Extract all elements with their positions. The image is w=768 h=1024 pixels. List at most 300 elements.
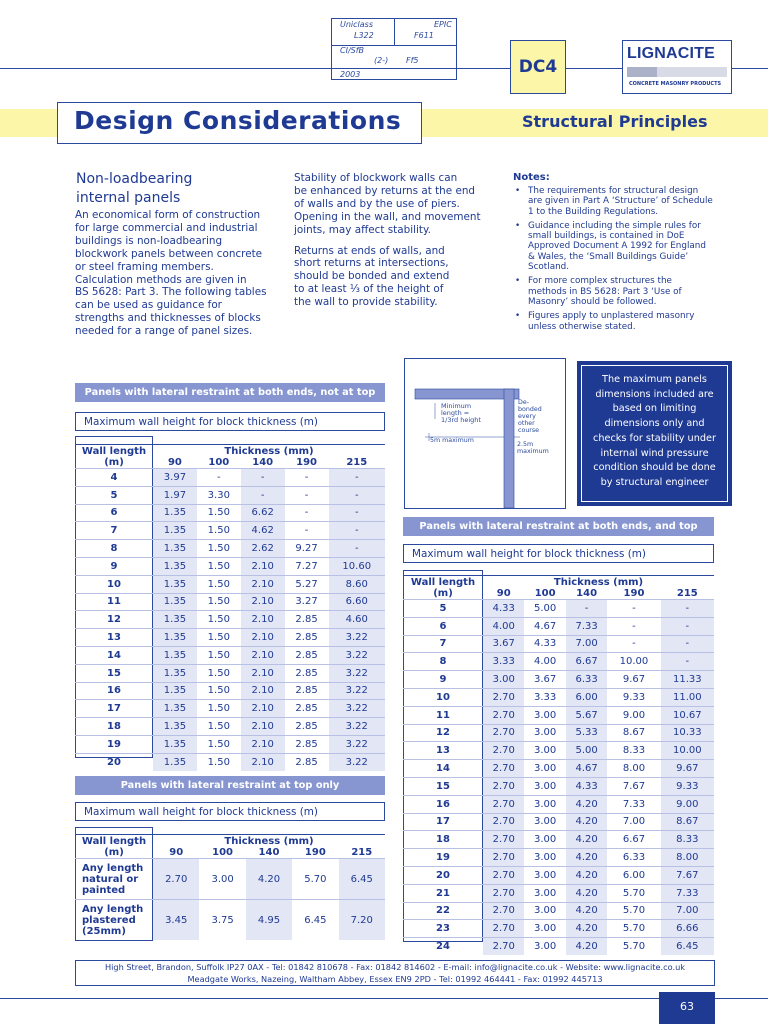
- value-cell: 2.70: [483, 884, 524, 902]
- value-cell: 9.67: [607, 671, 660, 689]
- value-cell: 4.33: [483, 600, 524, 618]
- table-header-row: [403, 576, 714, 588]
- value-cell: 3.33: [483, 653, 524, 671]
- table-row: [403, 938, 714, 955]
- table-row: [403, 600, 714, 618]
- value-cell: -: [285, 504, 329, 522]
- value-cell: 3.00: [524, 742, 565, 760]
- value-cell: 7.00: [566, 635, 607, 653]
- value-cell: 4.60: [329, 611, 386, 629]
- table-row: [75, 611, 385, 629]
- table-row: [75, 664, 385, 682]
- logo-block-graphic: [627, 65, 727, 79]
- intro-line: Stability of blockwork walls can: [294, 172, 458, 184]
- value-cell: 8.33: [661, 831, 714, 849]
- table2: [75, 835, 385, 940]
- value-cell: -: [241, 486, 285, 504]
- value-cell: 4.20: [246, 859, 292, 900]
- value-cell: 3.22: [329, 753, 386, 770]
- value-cell: -: [329, 540, 386, 558]
- diagram-label-line: De-: [518, 399, 529, 406]
- value-cell: 6.00: [607, 866, 660, 884]
- value-cell: 3.00: [524, 813, 565, 831]
- value-cell: 5.00: [566, 742, 607, 760]
- info-line: dimensions included are: [595, 388, 714, 400]
- diagram-label-line: maximum: [517, 448, 549, 455]
- value-cell: 3.00: [524, 902, 565, 920]
- value-cell: 3.00: [524, 706, 565, 724]
- intro-line: BS 5628: Part 3. The following tables: [75, 286, 267, 299]
- value-cell: 1.50: [197, 540, 241, 558]
- table-row: [75, 735, 385, 753]
- table-row: [403, 706, 714, 724]
- table-header-row: [75, 847, 385, 859]
- info-line: condition should be done: [593, 462, 716, 474]
- info-box: [577, 361, 732, 506]
- wall-length-cell: 19: [403, 849, 483, 867]
- value-cell: 2.70: [483, 706, 524, 724]
- thickness-col-header: 215: [676, 588, 698, 599]
- value-cell: 2.85: [285, 682, 329, 700]
- diagram-label-line: 1/3rd height: [441, 416, 481, 424]
- value-cell: 4.33: [566, 777, 607, 795]
- table-row: [75, 900, 385, 941]
- value-cell: 9.00: [607, 706, 660, 724]
- value-cell: 1.35: [153, 646, 197, 664]
- value-cell: 1.50: [197, 504, 241, 522]
- value-cell: -: [566, 600, 607, 618]
- table-row: [75, 718, 385, 736]
- note-item: • For more complex structures the methods in BS 5628: Part 3 ‘Use of Masonry’ should be followed.: [513, 276, 713, 307]
- value-cell: 3.22: [329, 629, 386, 647]
- value-cell: 9.33: [607, 688, 660, 706]
- intro-line: can be used as guidance for: [75, 299, 222, 312]
- table1: [75, 445, 385, 771]
- value-cell: 2.70: [483, 795, 524, 813]
- value-cell: 10.00: [607, 653, 660, 671]
- value-cell: 5.67: [566, 706, 607, 724]
- value-cell: 10.60: [329, 557, 386, 575]
- value-cell: 6.45: [339, 859, 385, 900]
- value-cell: 2.85: [285, 718, 329, 736]
- wall-length-cell: 13: [75, 629, 153, 647]
- value-cell: 2.10: [241, 646, 285, 664]
- value-cell: 3.97: [153, 469, 197, 487]
- value-cell: 2.70: [483, 866, 524, 884]
- wall-length-cell: Any length natural or painted: [75, 859, 153, 900]
- value-cell: 4.95: [246, 900, 292, 941]
- value-cell: 3.00: [524, 866, 565, 884]
- table2-title: Panels with lateral restraint at top only: [75, 776, 385, 795]
- value-cell: -: [661, 617, 714, 635]
- value-cell: 3.00: [524, 760, 565, 778]
- value-cell: 7.00: [661, 902, 714, 920]
- value-cell: 2.85: [285, 700, 329, 718]
- intro-column-1: [75, 209, 290, 338]
- epic-value: F611: [414, 31, 434, 40]
- info-line: based on limiting: [612, 403, 697, 415]
- value-cell: 5.00: [524, 600, 565, 618]
- wall-length-header: Wall length: [81, 445, 147, 457]
- value-cell: 5.27: [285, 575, 329, 593]
- wall-length-cell: 7: [403, 635, 483, 653]
- value-cell: 2.85: [285, 753, 329, 770]
- diagram-label-line: course: [518, 427, 540, 434]
- thickness-col-header: 140: [258, 847, 280, 858]
- value-cell: 2.10: [241, 611, 285, 629]
- value-cell: -: [607, 617, 660, 635]
- value-cell: 2.10: [241, 575, 285, 593]
- value-cell: 1.50: [197, 753, 241, 770]
- value-cell: 1.50: [197, 735, 241, 753]
- value-cell: 4.00: [483, 617, 524, 635]
- table-header-row: [403, 588, 714, 600]
- value-cell: -: [241, 469, 285, 487]
- value-cell: 6.60: [329, 593, 386, 611]
- diagram-label-debonded: [518, 399, 542, 434]
- value-cell: 4.20: [566, 938, 607, 955]
- value-cell: 10.00: [661, 742, 714, 760]
- value-cell: 3.00: [524, 884, 565, 902]
- section-heading-line-2: internal panels: [76, 190, 181, 206]
- value-cell: 3.67: [483, 635, 524, 653]
- value-cell: 9.33: [661, 777, 714, 795]
- value-cell: 1.50: [197, 682, 241, 700]
- value-cell: 1.35: [153, 664, 197, 682]
- value-cell: 6.33: [607, 849, 660, 867]
- wall-length-cell: 5: [403, 600, 483, 618]
- value-cell: 4.20: [566, 813, 607, 831]
- value-cell: 2.70: [483, 938, 524, 955]
- wall-length-cell: 15: [75, 664, 153, 682]
- table3-body: [403, 600, 714, 955]
- wall-length-cell: 8: [403, 653, 483, 671]
- value-cell: 7.00: [607, 813, 660, 831]
- table-header-row: [75, 457, 385, 469]
- intro-line: should be bonded and extend: [294, 270, 450, 283]
- footer-line-2: Meadgate Works, Nazeing, Waltham Abbey, Essex EN9 2PD - Tel: 01992 464441 - Fax: 01992 445713: [187, 973, 603, 984]
- table1-body: [75, 469, 385, 771]
- wall-length-cell: 4: [75, 469, 153, 487]
- diagram-label-line: Minimum: [441, 402, 472, 410]
- logo: [622, 40, 732, 94]
- value-cell: 2.70: [483, 831, 524, 849]
- thickness-header: Thickness (mm): [224, 835, 314, 847]
- value-cell: 5.70: [607, 938, 660, 955]
- wall-length-cell: 16: [75, 682, 153, 700]
- intro-line: buildings is non-loadbearing: [75, 234, 223, 247]
- value-cell: 1.50: [197, 629, 241, 647]
- thickness-col-header: 140: [252, 457, 274, 468]
- value-cell: 1.35: [153, 700, 197, 718]
- note-item: • Figures apply to unplastered masonry unless otherwise stated.: [513, 311, 713, 332]
- value-cell: 2.10: [241, 753, 285, 770]
- value-cell: 3.22: [329, 682, 386, 700]
- wall-return-diagram: [404, 358, 566, 509]
- note-item: • The requirements for structural design are given in Part A ‘Structure’ of Schedule 1 to the Building Regulations.: [513, 186, 713, 217]
- intro-line: short returns at intersections,: [294, 257, 449, 270]
- value-cell: 11.00: [661, 688, 714, 706]
- value-cell: 3.22: [329, 718, 386, 736]
- wall-length-cell: 12: [403, 724, 483, 742]
- value-cell: 1.35: [153, 593, 197, 611]
- thickness-col-header: 190: [304, 847, 326, 858]
- section-heading-line-1: Non-loadbearing: [76, 171, 193, 187]
- value-cell: 4.20: [566, 902, 607, 920]
- value-cell: 8.33: [607, 742, 660, 760]
- classification-box: [331, 18, 457, 80]
- value-cell: 2.85: [285, 664, 329, 682]
- wall-length-cell: 20: [75, 753, 153, 770]
- thickness-col-header: 90: [167, 457, 182, 468]
- diagram-label-line: every: [518, 413, 536, 420]
- wall-length-cell: 14: [75, 646, 153, 664]
- value-cell: 8.67: [661, 813, 714, 831]
- wall-length-cell: 18: [403, 831, 483, 849]
- value-cell: 3.33: [524, 688, 565, 706]
- value-cell: 2.70: [483, 902, 524, 920]
- value-cell: -: [661, 600, 714, 618]
- thickness-col-header: 100: [534, 588, 556, 599]
- value-cell: 2.70: [483, 688, 524, 706]
- value-cell: 9.00: [661, 795, 714, 813]
- thickness-col-header: 90: [169, 847, 184, 858]
- value-cell: 2.10: [241, 735, 285, 753]
- value-cell: 3.00: [524, 938, 565, 955]
- value-cell: 5.70: [607, 902, 660, 920]
- table-row: [403, 742, 714, 760]
- table-header-row: [75, 445, 385, 457]
- info-line: The maximum panels: [602, 374, 707, 385]
- wall-length-cell: 13: [403, 742, 483, 760]
- value-cell: -: [607, 600, 660, 618]
- value-cell: 2.70: [483, 742, 524, 760]
- wall-length-cell: 14: [403, 760, 483, 778]
- value-cell: 3.22: [329, 664, 386, 682]
- table-row: [403, 760, 714, 778]
- table2-caption: Maximum wall height for block thickness (m): [75, 802, 385, 821]
- value-cell: -: [285, 469, 329, 487]
- table-row: [403, 688, 714, 706]
- intro-line: needed for a range of panel sizes.: [75, 325, 253, 338]
- title-box: [57, 102, 422, 144]
- table-row: [403, 849, 714, 867]
- table-row: [403, 866, 714, 884]
- thickness-header: Thickness (mm): [224, 445, 314, 457]
- value-cell: 11.33: [661, 671, 714, 689]
- table-row: [75, 522, 385, 540]
- value-cell: 5.33: [566, 724, 607, 742]
- wall-length-cell: 6: [403, 617, 483, 635]
- value-cell: 2.85: [285, 611, 329, 629]
- value-cell: 4.20: [566, 866, 607, 884]
- wall-length-cell: 15: [403, 777, 483, 795]
- cisfb-label: CI/SfB: [340, 46, 365, 55]
- section-code: DC4: [510, 40, 566, 94]
- value-cell: 3.22: [329, 735, 386, 753]
- value-cell: 6.00: [566, 688, 607, 706]
- table-row: [403, 724, 714, 742]
- value-cell: -: [329, 504, 386, 522]
- value-cell: 2.85: [285, 646, 329, 664]
- value-cell: 2.70: [483, 920, 524, 938]
- diagram-label-line: length =: [441, 409, 470, 417]
- value-cell: 2.10: [241, 557, 285, 575]
- value-cell: 7.20: [339, 900, 385, 941]
- wall-length-cell: 6: [75, 504, 153, 522]
- value-cell: 10.33: [661, 724, 714, 742]
- value-cell: -: [285, 486, 329, 504]
- table-row: [75, 469, 385, 487]
- value-cell: 6.67: [607, 831, 660, 849]
- diagram-label-2-5m: [517, 441, 549, 455]
- value-cell: 2.10: [241, 700, 285, 718]
- page-title: Design Considerations: [74, 106, 402, 135]
- table-row: [403, 635, 714, 653]
- value-cell: 3.00: [483, 671, 524, 689]
- uniclass-value: L322: [354, 31, 374, 40]
- value-cell: 6.33: [566, 671, 607, 689]
- intro-line: of walls and by the use of piers.: [294, 197, 460, 210]
- value-cell: 1.35: [153, 575, 197, 593]
- thickness-col-header: 140: [576, 588, 598, 599]
- table-row: [75, 593, 385, 611]
- value-cell: 1.50: [197, 664, 241, 682]
- table2-body: [75, 859, 385, 941]
- value-cell: 2.62: [241, 540, 285, 558]
- table-row: [403, 795, 714, 813]
- intro-line: or steel framing members.: [75, 260, 214, 273]
- table-row: [403, 671, 714, 689]
- epic-label: EPIC: [434, 20, 452, 29]
- value-cell: -: [329, 486, 386, 504]
- logo-name: LIGNACITE: [627, 45, 716, 62]
- value-cell: 4.20: [566, 849, 607, 867]
- value-cell: 4.33: [524, 635, 565, 653]
- diagram-label-line: other: [518, 420, 535, 427]
- value-cell: 8.60: [329, 575, 386, 593]
- wall-length-unit: (m): [433, 588, 453, 599]
- value-cell: 6.66: [661, 920, 714, 938]
- value-cell: 6.67: [566, 653, 607, 671]
- notes-title: Notes:: [513, 172, 550, 183]
- value-cell: 10.67: [661, 706, 714, 724]
- wall-length-cell: 10: [75, 575, 153, 593]
- value-cell: 2.85: [285, 735, 329, 753]
- value-cell: 8.67: [607, 724, 660, 742]
- note-item: • Guidance including the simple rules for small buildings, is contained in DoE Approved Document A 1992 for England & Wales, the ‘Small Buildings Guide’ Scotland.: [513, 221, 713, 272]
- thickness-col-header: 190: [296, 457, 317, 468]
- paragraph-gap: [294, 237, 504, 245]
- table-row: [75, 557, 385, 575]
- diagram-label-line: bonded: [518, 406, 542, 413]
- info-line: internal wind pressure: [600, 447, 709, 459]
- table-row: [75, 646, 385, 664]
- value-cell: 3.27: [285, 593, 329, 611]
- table-row: [75, 859, 385, 900]
- value-cell: 1.35: [153, 522, 197, 540]
- info-line: by structural engineer: [600, 476, 709, 488]
- wall-length-cell: 21: [403, 884, 483, 902]
- classification-year: 2003: [340, 70, 361, 79]
- value-cell: 2.70: [483, 849, 524, 867]
- value-cell: -: [197, 469, 241, 487]
- value-cell: 2.10: [241, 593, 285, 611]
- table3-caption: Maximum wall height for block thickness (m): [403, 544, 714, 563]
- table3: [403, 576, 714, 955]
- section-heading: [76, 170, 192, 208]
- value-cell: 1.35: [153, 629, 197, 647]
- value-cell: -: [285, 522, 329, 540]
- wall-length-cell: 8: [75, 540, 153, 558]
- value-cell: 2.10: [241, 629, 285, 647]
- table-row: [75, 682, 385, 700]
- value-cell: 7.67: [661, 866, 714, 884]
- wall-length-cell: 22: [403, 902, 483, 920]
- intro-column-2: [294, 172, 504, 309]
- value-cell: 5.70: [607, 884, 660, 902]
- thickness-col-header: 215: [351, 847, 373, 858]
- info-box-text: [581, 365, 728, 502]
- wall-length-cell: 12: [75, 611, 153, 629]
- table1-title: Panels with lateral restraint at both ends, not at top: [75, 383, 385, 402]
- value-cell: 3.30: [197, 486, 241, 504]
- wall-length-cell: 11: [403, 706, 483, 724]
- value-cell: 3.00: [524, 795, 565, 813]
- value-cell: 2.70: [483, 724, 524, 742]
- value-cell: 2.70: [153, 859, 199, 900]
- wall-length-cell: 19: [75, 735, 153, 753]
- value-cell: -: [661, 635, 714, 653]
- table-row: [75, 504, 385, 522]
- page-subtitle: Structural Principles: [522, 112, 708, 131]
- wall-length-cell: 7: [75, 522, 153, 540]
- value-cell: 1.35: [153, 682, 197, 700]
- table-row: [403, 884, 714, 902]
- value-cell: 2.70: [483, 813, 524, 831]
- intro-line: to at least ⅓ of the height of: [294, 283, 444, 296]
- wall-length-unit: (m): [104, 457, 124, 468]
- footer-line-1: High Street, Brandon, Suffolk IP27 0AX - Tel: 01842 810678 - Fax: 01842 814602 - E-mail: info@lignacite.co.uk - Website: www.lignacite.co.uk: [104, 962, 686, 972]
- table-row: [75, 575, 385, 593]
- value-cell: 1.50: [197, 522, 241, 540]
- value-cell: 2.85: [285, 629, 329, 647]
- value-cell: 1.35: [153, 557, 197, 575]
- value-cell: -: [329, 522, 386, 540]
- page-number: 63: [659, 992, 715, 1024]
- table-row: [75, 629, 385, 647]
- table-row: [403, 617, 714, 635]
- value-cell: 1.35: [153, 718, 197, 736]
- value-cell: 2.70: [483, 777, 524, 795]
- wall-length-cell: 9: [75, 557, 153, 575]
- value-cell: 4.62: [241, 522, 285, 540]
- wall-length-cell: 5: [75, 486, 153, 504]
- table-row: [403, 902, 714, 920]
- intro-line: be enhanced by returns at the end: [294, 184, 476, 197]
- value-cell: 7.27: [285, 557, 329, 575]
- value-cell: 4.20: [566, 884, 607, 902]
- intro-line: An economical form of construction: [75, 209, 261, 221]
- value-cell: 3.45: [153, 900, 199, 941]
- table-row: [403, 777, 714, 795]
- intro-line: for large commercial and industrial: [75, 221, 258, 234]
- intro-line: Opening in the wall, and movement: [294, 210, 481, 223]
- value-cell: 7.67: [607, 777, 660, 795]
- value-cell: 3.75: [199, 900, 245, 941]
- wall-length-cell: 24: [403, 938, 483, 955]
- diagram-label-minimum: [441, 403, 481, 424]
